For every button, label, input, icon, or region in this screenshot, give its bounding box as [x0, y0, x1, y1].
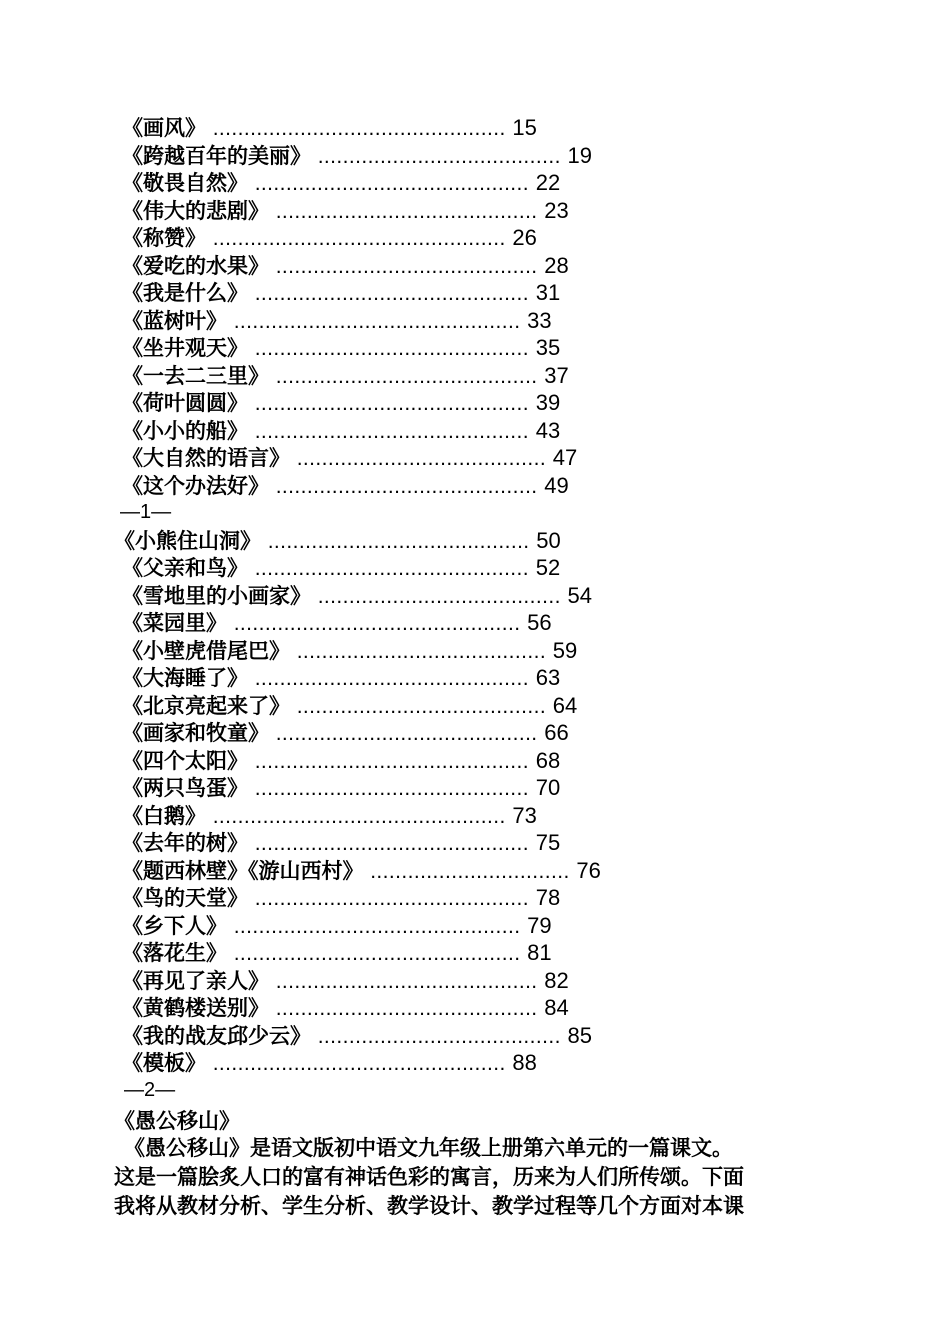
toc-entry[interactable] — [0, 334, 950, 362]
toc-leader: ........................................ — [296, 447, 547, 470]
toc-title: 《大海睡了》 — [122, 666, 248, 690]
toc-leader: ............................................... — [212, 1052, 506, 1075]
toc-entry[interactable] — [0, 802, 950, 830]
toc-page-number: 26 — [512, 225, 537, 250]
toc-entry[interactable] — [0, 142, 950, 170]
toc-page-number: 31 — [535, 280, 561, 305]
toc-leader: ............................................ — [254, 282, 530, 305]
toc-entry[interactable] — [0, 912, 950, 940]
toc-page-number: 84 — [544, 995, 569, 1020]
toc-entry[interactable] — [0, 857, 950, 885]
toc-entry[interactable] — [0, 389, 950, 417]
toc-page-number: 63 — [535, 665, 561, 690]
toc-title: 《荷叶圆圆》 — [122, 391, 248, 415]
toc-entry[interactable] — [0, 582, 950, 610]
toc-entry[interactable] — [0, 114, 950, 142]
page-marker: —2— — [124, 1078, 176, 1101]
toc-page-number: 49 — [544, 472, 569, 498]
toc-entry[interactable] — [0, 1022, 950, 1050]
toc-leader: .............................................. — [233, 942, 521, 965]
toc-title: 《大自然的语言》 — [122, 446, 290, 470]
toc-entry[interactable] — [0, 967, 950, 995]
toc-leader: ............................................ — [254, 172, 530, 195]
toc-title: 《再见了亲人》 — [122, 968, 269, 993]
toc-leader: .......................................... — [275, 254, 538, 278]
toc-title: 《画风》 — [122, 116, 206, 140]
toc-entry[interactable] — [0, 939, 950, 967]
toc-page-number: 68 — [535, 747, 561, 773]
toc-leader: .............................................. — [233, 612, 521, 635]
toc-page-number: 79 — [527, 912, 552, 938]
toc-page-number: 82 — [544, 967, 569, 993]
toc-leader: ............................................ — [254, 337, 530, 360]
toc-leader: .......................................... — [275, 364, 538, 388]
toc-title: 《菜园里》 — [122, 611, 227, 635]
toc-entry[interactable] — [0, 994, 950, 1022]
toc-entry[interactable] — [0, 472, 950, 500]
toc-title: 《爱吃的水果》 — [122, 253, 269, 278]
table-of-contents — [0, 114, 950, 1104]
toc-entry[interactable] — [0, 774, 950, 802]
toc-page-number: 43 — [535, 417, 561, 443]
toc-leader: ............................................ — [254, 832, 530, 855]
toc-entry[interactable] — [0, 307, 950, 335]
toc-page-number: 54 — [567, 582, 593, 608]
toc-page-number: 56 — [527, 610, 552, 635]
toc-entry[interactable] — [0, 637, 950, 665]
toc-leader: ................................ — [370, 859, 570, 883]
toc-title: 《小熊住山洞》 — [114, 528, 261, 553]
toc-leader: .............................................. — [233, 914, 521, 938]
toc-entry[interactable] — [0, 224, 950, 252]
toc-page-number: 75 — [535, 830, 561, 855]
toc-entry[interactable] — [0, 884, 950, 912]
toc-page-number: 35 — [535, 335, 561, 360]
toc-page-number: 28 — [544, 252, 569, 278]
toc-leader: ............................................ — [254, 887, 530, 910]
toc-leader: .......................................... — [275, 969, 538, 993]
toc-entry[interactable] — [0, 1049, 950, 1077]
toc-leader: ............................................ — [254, 777, 530, 800]
toc-page-number: 39 — [535, 390, 561, 415]
toc-page-number: 85 — [567, 1022, 593, 1048]
toc-entry[interactable] — [0, 444, 950, 472]
toc-leader: ............................................ — [254, 419, 530, 443]
page-marker: —1— — [120, 501, 172, 523]
toc-page-number: 59 — [552, 637, 578, 663]
toc-title: 《北京亮起来了》 — [122, 693, 290, 718]
toc-entry[interactable] — [0, 362, 950, 390]
toc-title: 《小小的船》 — [122, 418, 248, 443]
toc-page-number: 66 — [544, 720, 569, 745]
toc-title: 《称赞》 — [122, 226, 206, 250]
toc-leader: .......................................... — [275, 474, 538, 498]
toc-title: 《白鹅》 — [122, 803, 206, 828]
toc-leader: ....................................... — [317, 144, 561, 168]
toc-entry[interactable] — [0, 417, 950, 445]
toc-entry[interactable] — [0, 527, 950, 555]
toc-title: 《小壁虎借尾巴》 — [122, 638, 290, 663]
toc-title: 《跨越百年的美丽》 — [122, 143, 311, 168]
toc-title: 《敬畏自然》 — [122, 171, 248, 195]
toc-entry[interactable] — [0, 719, 950, 747]
toc-leader: ............................................... — [212, 804, 506, 828]
toc-page-number: 76 — [576, 857, 601, 883]
section-title: 《愚公移山》 — [114, 1109, 240, 1133]
toc-page-number: 73 — [512, 802, 537, 828]
toc-leader: ............................................... — [212, 227, 506, 250]
toc-leader: ....................................... — [317, 584, 561, 608]
toc-title: 《两只鸟蛋》 — [122, 776, 248, 800]
toc-title: 《乡下人》 — [122, 913, 227, 938]
toc-leader: ....................................... — [317, 1024, 561, 1048]
toc-page-number: 47 — [552, 445, 578, 470]
toc-title: 《我的战友邱少云》 — [122, 1023, 311, 1048]
toc-page-number: 81 — [527, 940, 552, 965]
toc-title: 《去年的树》 — [122, 831, 248, 855]
toc-title: 《黄鹤楼送别》 — [122, 996, 269, 1020]
toc-title: 《蓝树叶》 — [122, 308, 227, 333]
toc-entry[interactable] — [0, 829, 950, 857]
toc-leader: .......................................... — [275, 722, 538, 745]
toc-title: 《我是什么》 — [122, 281, 248, 305]
toc-title: 《画家和牧童》 — [122, 721, 269, 745]
toc-page-number: 19 — [567, 142, 593, 168]
toc-title: 《伟大的悲剧》 — [122, 198, 269, 223]
toc-title: 《坐井观天》 — [122, 336, 248, 360]
body-paragraph — [114, 1134, 844, 1221]
toc-page-number: 37 — [544, 362, 569, 388]
toc-leader: ............................................ — [254, 557, 530, 580]
toc-entry[interactable] — [0, 554, 950, 582]
toc-entry[interactable] — [0, 279, 950, 307]
toc-entry[interactable] — [0, 169, 950, 197]
paragraph-line: 《愚公移山》是语文版初中语文九年级上册第六单元的一篇课文。 — [124, 1136, 733, 1160]
toc-leader: ............................................... — [212, 117, 506, 140]
toc-leader: .......................................... — [275, 997, 538, 1020]
toc-leader: .......................................... — [275, 199, 538, 223]
toc-page-number: 52 — [535, 555, 561, 580]
toc-page-number: 22 — [535, 170, 561, 195]
toc-title: 《题西林壁》《游山西村》 — [122, 858, 364, 883]
paragraph-line: 这是一篇脍炙人口的富有神话色彩的寓言，历来为人们所传颂。下面 — [114, 1165, 744, 1189]
toc-entry[interactable] — [0, 747, 950, 775]
toc-page-number: 50 — [536, 527, 561, 553]
toc-title: 《四个太阳》 — [122, 748, 248, 773]
toc-title: 《落花生》 — [122, 941, 227, 965]
toc-entry[interactable] — [0, 692, 950, 720]
toc-leader: ............................................ — [254, 749, 530, 773]
toc-leader: ............................................ — [254, 667, 530, 690]
toc-leader: ............................................ — [254, 392, 530, 415]
toc-page-number: 23 — [544, 197, 569, 223]
toc-entry[interactable] — [0, 197, 950, 225]
toc-page-number: 15 — [512, 115, 537, 140]
toc-page-number: 64 — [552, 692, 578, 718]
toc-page-number: 33 — [527, 307, 552, 333]
toc-entry[interactable] — [0, 664, 950, 692]
toc-page-number: 88 — [512, 1050, 537, 1075]
toc-leader: .......................................... — [267, 529, 530, 553]
toc-page-number: 78 — [535, 885, 561, 910]
toc-title: 《父亲和鸟》 — [122, 556, 248, 580]
toc-entry[interactable] — [0, 252, 950, 280]
toc-title: 《鸟的天堂》 — [122, 886, 248, 910]
toc-title: 《这个办法好》 — [122, 473, 269, 498]
toc-title: 《雪地里的小画家》 — [122, 583, 311, 608]
toc-title: 《一去二三里》 — [122, 363, 269, 388]
toc-entry[interactable] — [0, 609, 950, 637]
toc-title: 《模板》 — [122, 1051, 206, 1075]
toc-leader: ........................................ — [296, 694, 547, 718]
toc-page-number: 70 — [535, 775, 561, 800]
paragraph-line: 我将从教材分析、学生分析、教学设计、教学过程等几个方面对本课 — [114, 1194, 744, 1218]
toc-leader: .............................................. — [233, 309, 521, 333]
toc-leader: ........................................ — [296, 639, 547, 663]
